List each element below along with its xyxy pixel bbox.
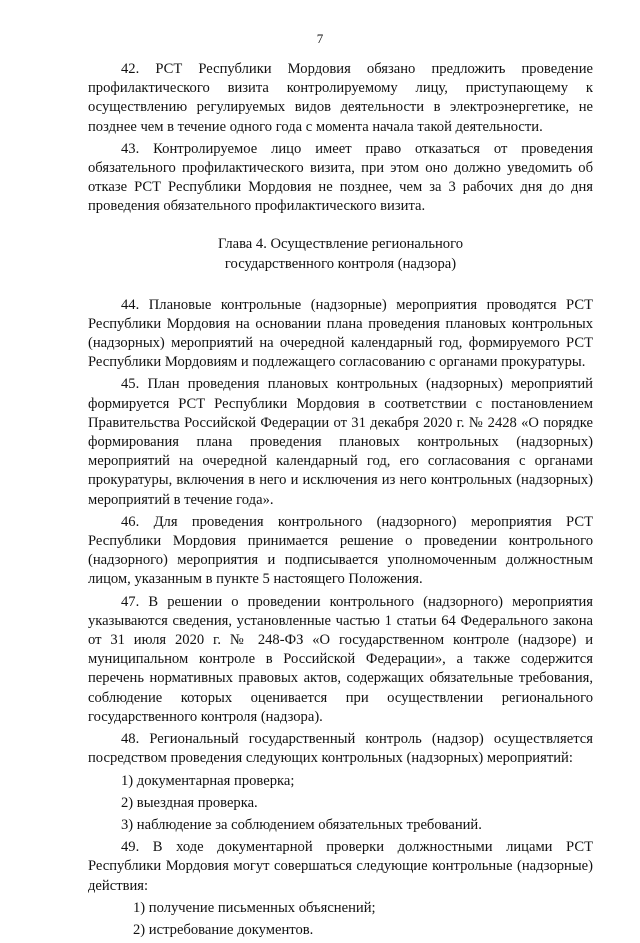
paragraph-45: 45. План проведения плановых контрольных (надзорных) мероприятий формируется РСТ Республики Мордовия в соответствии с постановлением Правительства Российской Федерации от 31 декабря 2020 г. № 2428 «О порядке формирования плана проведения плановых контрольных (надзорных) мероприятий на очередной календарный год, его согласования с органами прокуратуры, включения в него и исключения из него контрольных (надзорных) мероприятий в течение года». <box>88 376 593 508</box>
list-item-49-2: 2) истребование документов. <box>133 921 314 938</box>
paragraph-42: 42. РСТ Республики Мордовия обязано предложить проведение профилактического визита контролируемому лицу, приступающему к осуществлению регулируемых видов деятельности в электроэнергетике, не позднее чем в течение одного года с момента начала такой деятельности. <box>88 61 593 135</box>
paragraph-46: 46. Для проведения контрольного (надзорного) мероприятия РСТ Республики Мордовия принимается решение о проведении контрольного (надзорного) мероприятия и подписывается уполномоченным должностным лицом, указанным в пункте 5 настоящего Положения. <box>88 513 593 588</box>
page-number: 7 <box>316 31 324 46</box>
chapter-heading <box>88 234 593 274</box>
paragraph-43: 43. Контролируемое лицо имеет право отказаться от проведения обязательного профилактического визита, при этом оно должно уведомить об отказе РСТ Республики Мордовия не позднее, чем за 3 рабочих дня до дня проведения обязательного профилактического визита. <box>88 140 593 215</box>
list-item-49-1: 1) получение письменных объяснений; <box>133 899 376 916</box>
document-body <box>88 60 593 943</box>
paragraph-47: 47. В решении о проведении контрольного (надзорного) мероприятия указываются сведения, установленные частью 1 статьи 64 Федерального закона от 31 июля 2020 г. № 248-ФЗ «О государственном контроле (надзоре) и муниципальном контроле в Российской Федерации», а также содержится перечень нормативных правовых актов, содержащих обязательные требования, соблюдение которых оценивается при осуществлении регионального государственного контроля (надзора). <box>88 593 593 725</box>
chapter-heading-line1: Глава 4. Осуществление регионального <box>217 235 464 252</box>
list-item-48-3: 3) наблюдение за соблюдением обязательных требований. <box>121 816 482 833</box>
list-item-48-1: 1) документарная проверка; <box>121 772 295 789</box>
paragraph-48: 48. Региональный государственный контроль (надзор) осуществляется посредством проведения следующих контрольных (надзорных) мероприятий: <box>88 731 593 767</box>
chapter-heading-line2: государственного контроля (надзора) <box>224 255 457 272</box>
paragraph-44: 44. Плановые контрольные (надзорные) мероприятия проводятся РСТ Республики Мордовия на основании плана проведения плановых контрольных (надзорных) мероприятий на очередной календарный год, формируемого РСТ Республики Мордовиям и подлежащего согласованию с органами прокуратуры. <box>88 296 593 371</box>
list-item-48-2: 2) выездная проверка. <box>121 794 258 811</box>
paragraph-49: 49. В ходе документарной проверки должностными лицами РСТ Республики Мордовия могут совершаться следующие контрольные (надзорные) действия: <box>88 839 593 894</box>
